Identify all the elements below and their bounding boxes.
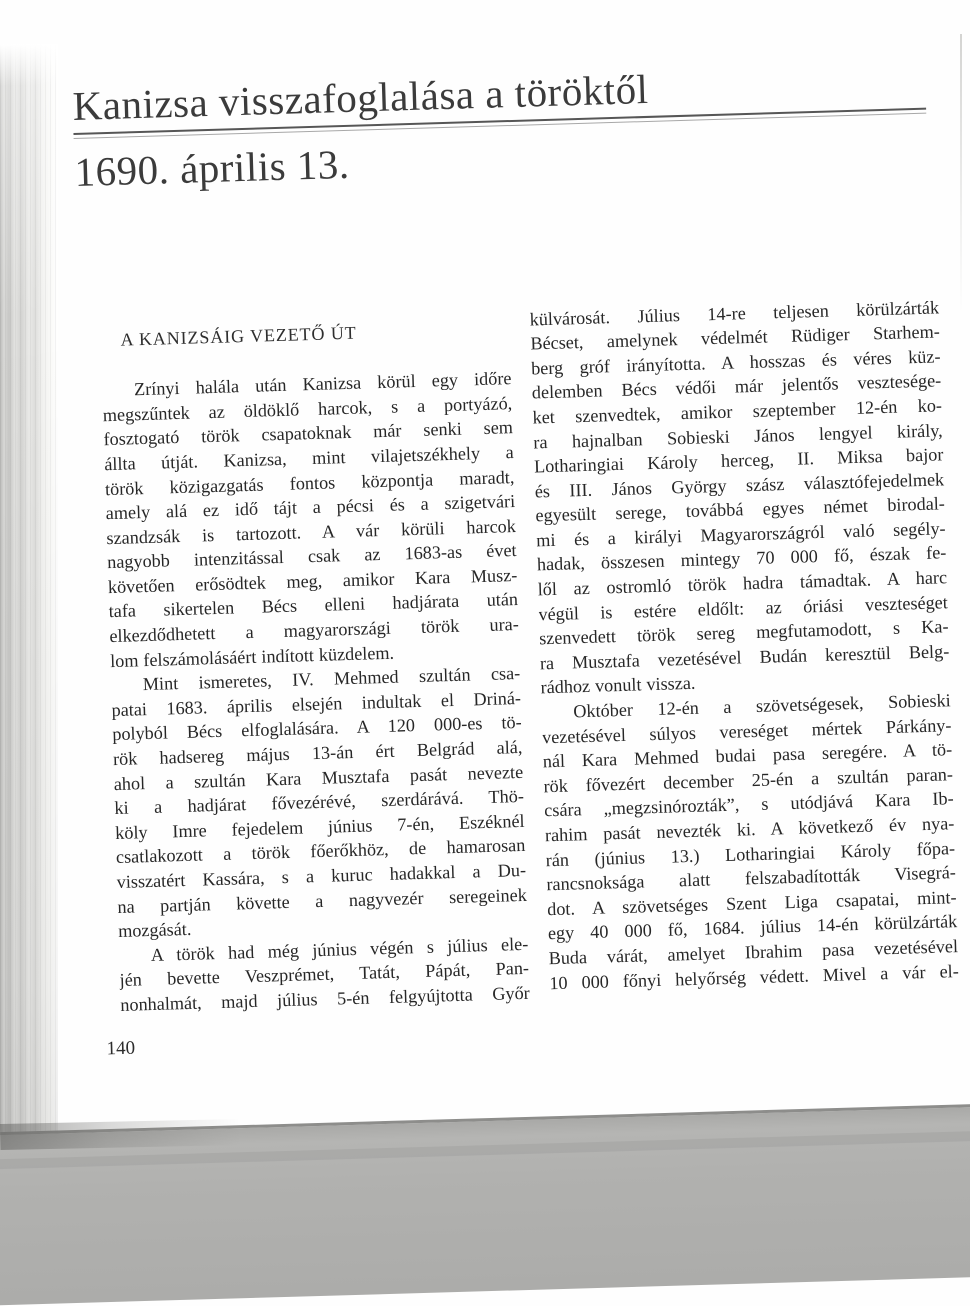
text-line: Zrínyi halála után Kanizsa körül egy időre: [133, 368, 512, 400]
text-line: visszatért Kassára, s a kuruc hadakkal a Du-: [116, 859, 527, 893]
text-line: tafa sikertelen Bécs elleni hadjárata után: [108, 589, 519, 622]
text-line: na partján követte a nagyvezér seregeinek: [117, 884, 528, 917]
text-line: 10 000 főnyi helyőrség védett. Mivel a vár el-: [549, 960, 959, 993]
text-line: rök hadsereg május 13-án ért Belgrád alá,: [112, 736, 523, 770]
right-column: [529, 295, 959, 1005]
text-line: rádhoz vonult vissza.: [540, 673, 696, 698]
text-line: szenvedett török sereg megfutamodott, s Ka-: [538, 616, 949, 649]
text-line: állta útját. Kanizsa, mint vilajetszékhely a: [103, 441, 514, 475]
text-line: megszűntek az öldöklő harcok, s a portyázó,: [102, 392, 513, 425]
text-line: hadak, összesen mintegy 70 000 fő, észak fe-: [536, 542, 947, 575]
scanner-shadow-wedge: [0, 1119, 240, 1150]
text-line: dot. A szövetséges Szent Liga csapatai, mint-: [546, 886, 957, 920]
text-line: ra hajnalban Sobieski János lengyel király,: [533, 419, 943, 452]
text-line: rancsnoksága alatt felszabadították Visegrá-: [546, 862, 957, 895]
text-line: nagyobb intenzitással csak az 1683-as évet: [106, 540, 517, 573]
text-line: rahim pasát nevezték ki. A következő év nya-: [544, 813, 955, 846]
text-line: csatlakozott a török főerőkhöz, de hamarosan: [115, 835, 526, 868]
text-line: Mint ismeretes, IV. Mehmed szultán csa-: [142, 663, 521, 695]
paragraph: [529, 295, 950, 700]
paragraph: [541, 688, 959, 995]
text-line: szandzsák is tartozott. A vár körüli harcok: [106, 515, 517, 548]
text-line: ki a hadjárat fővezérévé, szerdárává. Thö-: [114, 786, 525, 819]
text-line: ahol a szultán Kara Musztafa pasát nevezte: [113, 761, 524, 794]
text-line: Bécset, amelynek védelmét Rüdiger Starhem-: [530, 321, 941, 354]
text-line: patai 1683. április elsején indultak el Driná-: [111, 687, 522, 720]
text-line: mi és a királyi Magyarországról való segély-: [535, 518, 946, 551]
text-line: fosztogató török csapatoknak már senki sem: [103, 417, 514, 450]
paragraph: [111, 661, 528, 944]
page-content: [72, 58, 961, 1060]
text-line: köly Imre fejedelem június 7-én, Eszéknél: [114, 810, 525, 843]
text-line: rök fővezért december 25-én a szultán paran-: [543, 763, 954, 797]
text-line: Buda várát, amelyet Ibrahim pasa vezetésével: [548, 936, 959, 969]
text-line: csára „megzsinórozták”, s utódjává Kara Ib-: [543, 788, 954, 821]
text-line: jén bevette Veszprémet, Tatát, Pápát, Pan-: [119, 958, 530, 991]
left-column-paragraphs: [102, 366, 530, 1017]
text-line: végül is estére eldőlt: az óriási veszteséget: [538, 591, 949, 625]
book-page-edge-texture: [0, 44, 58, 1142]
text-line: elkezdődhetett a magyarországi török ura-: [109, 614, 520, 647]
text-line: delemben Bécs védői már jelentős vesztesége-: [531, 370, 942, 403]
page-number: 140: [106, 1037, 136, 1059]
text-line: követően erősödtek meg, amikor Kara Musz-: [107, 564, 518, 598]
page-title-line2: 1690. április 13.: [73, 141, 351, 196]
left-column: [100, 308, 530, 1018]
text-line: amely alá ez idő tájt a pécsi és a szigetvári: [105, 491, 516, 524]
paragraph: [119, 932, 531, 1018]
text-line: Lotharingiai Károly herceg, II. Miksa bajor: [533, 444, 944, 477]
text-line: polyból Bécs elfoglalására. A 120 000-es tö-: [112, 712, 522, 745]
text-line: ra Musztafa vezetésével Budán keresztül Belg-: [539, 641, 950, 674]
text-line: Október 12-én a szövetségesek, Sobieski: [573, 690, 951, 722]
text-line: nál Kara Mehmed budai pasa seregére. A tö-: [542, 739, 953, 772]
page-edge-mark: [960, 34, 962, 314]
paragraph: [102, 366, 520, 673]
text-line: lom felszámolásáért indított küzdelem.: [109, 642, 395, 671]
text-line: berg gróf irányította. A hosszas és véres küz-: [530, 346, 941, 379]
text-line: vezetésével súlyos vereséget mértek Párkány-: [541, 714, 952, 747]
text-line: nonhalmát, majd július 5-én felgyújtotta Győr: [120, 982, 530, 1015]
right-column-paragraphs: [529, 295, 959, 995]
text-line: rán (június 13.) Lotharingiai Károly főpa-: [545, 837, 956, 870]
text-line: egyesült serege, továbbá egyes német birodal-: [535, 493, 946, 526]
text-line: egy 40 000 fő, 1684. július 14-én körülzárták: [547, 911, 958, 944]
section-heading: A KANIZSÁIG VEZETŐ ÚT: [120, 322, 357, 350]
page-title-line1: Kanizsa visszafoglalása a töröktől: [71, 65, 650, 129]
text-line: és III. János György szász választófejedelmek: [534, 468, 945, 502]
text-line: török közigazgatás fontos központja maradt,: [104, 466, 515, 499]
text-line: lől az ostromló török hadra támadtak. A harc: [537, 567, 948, 600]
text-line: külvárosát. Július 14-re teljesen körülzárták: [529, 296, 940, 330]
edge-strip-shading: [0, 44, 58, 1142]
text-line: mozgását.: [117, 919, 192, 942]
two-column-text: [100, 295, 959, 1018]
text-line: A török had még június végén s július ele-: [150, 933, 529, 965]
text-line: ket szenvedtek, amikor szeptember 12-én ko-: [532, 395, 943, 428]
